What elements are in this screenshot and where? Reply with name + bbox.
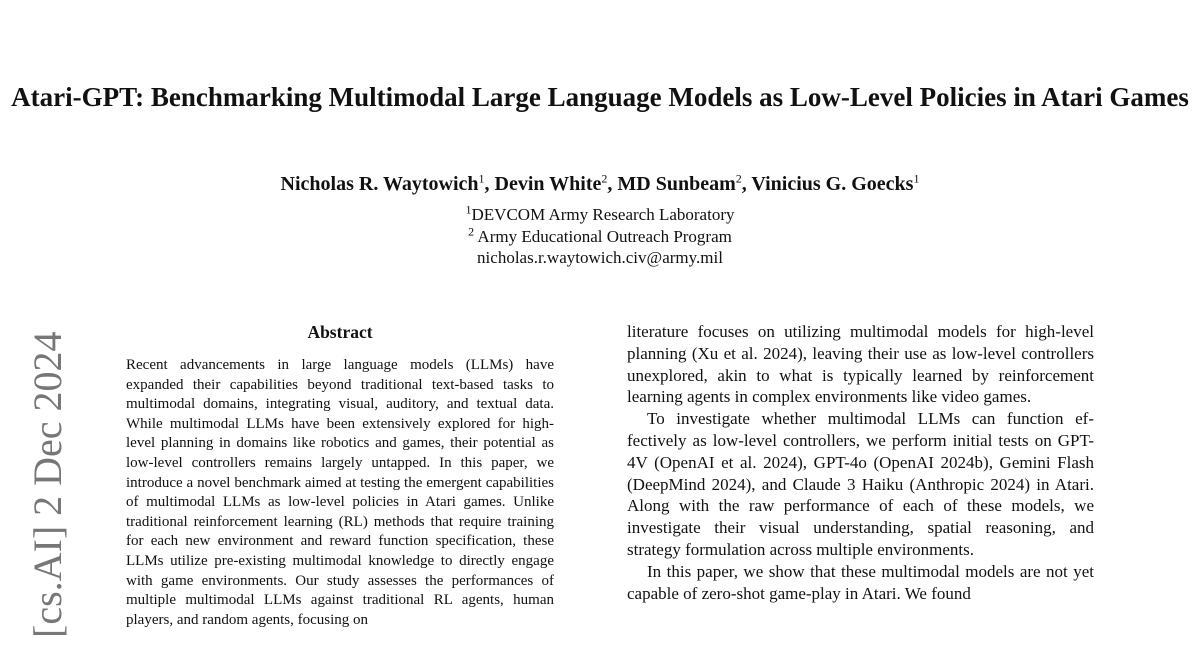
arxiv-identifier-stamp: [cs.AI] 2 Dec 2024 <box>25 331 70 638</box>
body-paragraph: literature focuses on utilizing multimodal models for high-level planning (Xu et al. 2024), leaving their use as low-level controllers unexplored, akin to what is typically learned by reinforcement learning agents in complex environments like video games. <box>627 322 1094 407</box>
body-paragraph: In this paper, we show that these multimodal models are not yet capable of zero-shot game-play in Atari. We found <box>627 561 1094 603</box>
author-affiliation-mark: 2 <box>735 171 742 186</box>
author-email: nicholas.r.waytowich.civ@army.mil <box>477 248 723 267</box>
author-name: MD Sunbeam <box>617 173 736 195</box>
body-paragraph: To investigate whether multimodal LLMs can function effectively as low-level controllers, we perform initial tests on GPT-4V (OpenAI et al. 2024), GPT-4o (OpenAI 2024b), Gemini Flash (DeepMind 2024), and Claude 3 Haiku (Anthropic 2024) in Atari. Along with the raw performance of each of these models, we investigate their visual understanding, spatial reasoning, and strategy formulation across multiple environments. <box>627 409 1094 559</box>
abstract-column <box>126 320 554 630</box>
affiliation-name: Army Educational Outreach Program <box>474 226 732 246</box>
author-affiliation-mark: 1 <box>478 171 485 186</box>
author-name: Nicholas R. Waytowich <box>280 173 479 195</box>
author-name: Vinicius G. Goecks <box>751 173 914 195</box>
title-block <box>0 82 1200 113</box>
introduction-column <box>627 321 1094 604</box>
author-affiliation-mark: 1 <box>913 171 920 186</box>
affiliations <box>0 204 1200 269</box>
affiliation-mark: 2 <box>468 223 475 238</box>
affiliation-line <box>0 223 1200 248</box>
affiliation-mark: 1 <box>465 202 472 217</box>
paper-title: Atari-GPT: Benchmarking Multimodal Large Language Models as Low-Level Policies in Atari Games <box>11 82 1189 112</box>
abstract-heading: Abstract <box>307 322 373 342</box>
affiliation-line <box>0 204 1200 226</box>
author-name: Devin White <box>494 173 602 195</box>
author-affiliation-mark: 2 <box>601 171 608 186</box>
abstract-text: Recent advancements in large language models (LLMs) have expanded their capabilities beyond traditional text-based tasks to multimodal domains, integrating visual, auditory, and textual data. While multimodal LLMs have been extensively explored for high-level planning in domains like robotics and games, their potential as low-level controllers remains largely untapped. In this paper, we introduce a novel benchmark aimed at testing the emergent capabilities of multimodal LLMs as low-level policies in Atari games. Unlike traditional reinforcement learning (RL) methods that require training for each new environment and reward function specification, these LLMs utilize pre-existing multimodal knowledge to directly engage with game environments. Our study assesses the performances of multiple multimodal LLMs against traditional RL agents, human players, and random agents, focusing on <box>126 357 554 628</box>
affiliation-name: DEVCOM Army Research Laboratory <box>471 205 735 224</box>
author-list: Nicholas R. Waytowich$^1$, Devin White$^2$, MD Sunbeam$^2$, Vinicius G. Goecks$^1$ <box>280 171 920 195</box>
